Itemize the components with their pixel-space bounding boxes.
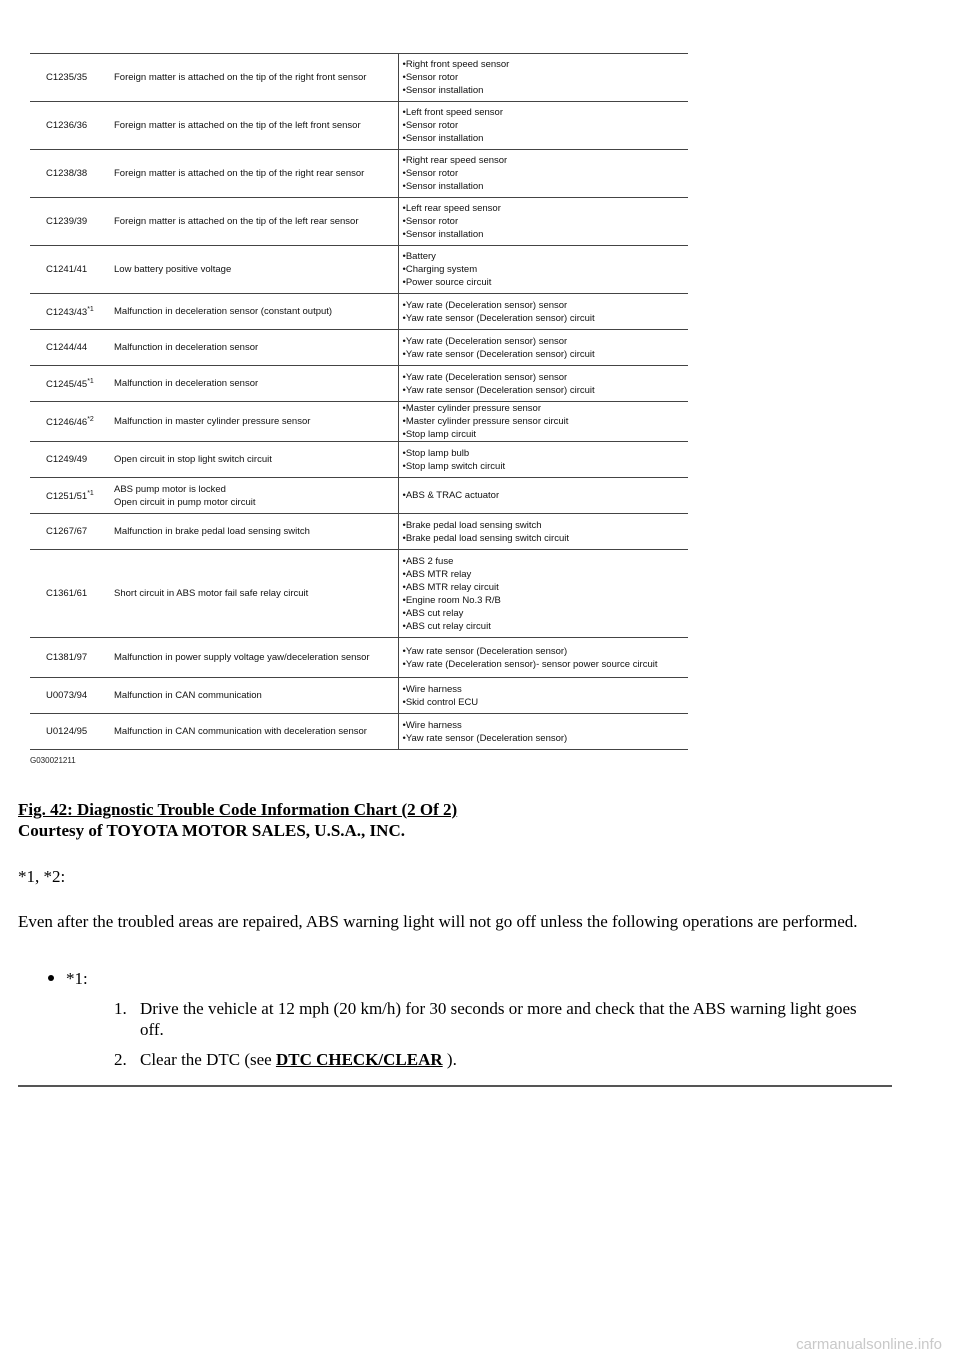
dtc-description — [108, 478, 398, 514]
trouble-area — [398, 54, 688, 102]
trouble-area — [398, 402, 688, 442]
dtc-code-footnote: *2 — [87, 416, 94, 424]
trouble-area — [398, 714, 688, 750]
dtc-description — [108, 366, 398, 402]
dtc-description-line: Open circuit in pump motor circuit — [114, 496, 256, 508]
dtc-code-text: C1235/35 — [46, 72, 88, 83]
trouble-area — [398, 198, 688, 246]
dtc-description-line: Foreign matter is attached on the tip of the right front sensor — [114, 72, 367, 83]
trouble-area — [398, 102, 688, 150]
step-text — [140, 1049, 880, 1070]
trouble-area-item: • Stop lamp bulb — [403, 447, 683, 460]
trouble-area-item: • Stop lamp switch circuit — [403, 460, 683, 473]
trouble-area-item: • ABS & TRAC actuator — [403, 489, 683, 502]
trouble-area — [398, 246, 688, 294]
dtc-description-line: Foreign matter is attached on the tip of the right rear sensor — [114, 168, 365, 179]
note-reference: *1, *2: — [18, 867, 66, 886]
step-text-prefix: Clear the DTC (see — [140, 1050, 276, 1069]
dtc-code-text: C1251/51 — [46, 491, 88, 503]
trouble-area-item: • Sensor installation — [403, 228, 683, 241]
trouble-area-item: • Left rear speed sensor — [403, 202, 683, 215]
dtc-code — [30, 678, 108, 714]
dtc-row — [30, 294, 688, 330]
dtc-description-line: Malfunction in deceleration sensor (constant output) — [114, 306, 333, 317]
dtc-information-chart — [30, 53, 688, 765]
dtc-row — [30, 678, 688, 714]
trouble-area-item: • Master cylinder pressure sensor circuit — [403, 415, 683, 428]
trouble-area-item: • Power source circuit — [403, 276, 683, 289]
trouble-area-item: • Yaw rate (Deceleration sensor)- sensor power source circuit — [403, 658, 683, 671]
trouble-area — [398, 294, 688, 330]
dtc-description — [108, 638, 398, 678]
dtc-description — [108, 294, 398, 330]
dtc-code — [30, 102, 108, 150]
step-number: 1. — [114, 999, 127, 1018]
trouble-area — [398, 442, 688, 478]
trouble-area-item: • Brake pedal load sensing switch circuit — [403, 532, 683, 545]
dtc-description-line: Malfunction in CAN communication with deceleration sensor — [114, 726, 367, 737]
trouble-area-item: • Sensor rotor — [403, 167, 683, 180]
dtc-row — [30, 402, 688, 442]
dtc-row — [30, 330, 688, 366]
dtc-code-text: C1238/38 — [46, 168, 88, 179]
trouble-area — [398, 150, 688, 198]
trouble-area-item: • Yaw rate sensor (Deceleration sensor) — [403, 732, 683, 745]
dtc-row — [30, 150, 688, 198]
dtc-row — [30, 366, 688, 402]
dtc-code — [30, 330, 108, 366]
dtc-code-footnote: *1 — [87, 490, 94, 498]
dtc-code-text: C1243/43 — [46, 307, 88, 319]
dtc-row — [30, 246, 688, 294]
dtc-description-line: Malfunction in deceleration sensor — [114, 378, 259, 389]
dtc-description — [108, 714, 398, 750]
dtc-code — [30, 198, 108, 246]
dtc-row — [30, 102, 688, 150]
trouble-area-item: • Charging system — [403, 263, 683, 276]
bullet-icon — [48, 975, 54, 981]
dtc-row — [30, 478, 688, 514]
dtc-code-footnote: *1 — [87, 378, 94, 386]
dtc-code-text: C1249/49 — [46, 454, 88, 465]
trouble-area-item: • Sensor rotor — [403, 215, 683, 228]
dtc-description — [108, 246, 398, 294]
trouble-area-item: • Sensor installation — [403, 180, 683, 193]
dtc-code — [30, 714, 108, 750]
dtc-description-line: Low battery positive voltage — [114, 264, 232, 275]
trouble-area — [398, 678, 688, 714]
dtc-description-line: Foreign matter is attached on the tip of the left rear sensor — [114, 216, 359, 227]
trouble-area-item: • Battery — [403, 250, 683, 263]
trouble-area-item: • Sensor rotor — [403, 71, 683, 84]
note-list — [0, 968, 898, 1079]
dtc-description — [108, 54, 398, 102]
trouble-area-item: • Right front speed sensor — [403, 58, 683, 71]
trouble-area-item: • Sensor installation — [403, 84, 683, 97]
watermark: carmanualsonline.info — [796, 1336, 942, 1353]
trouble-area-item: • ABS cut relay — [403, 607, 683, 620]
figure-id: G030021211 — [30, 756, 76, 765]
dtc-description-line: Malfunction in CAN communication — [114, 690, 262, 701]
dtc-code — [30, 514, 108, 550]
trouble-area-item: • ABS cut relay circuit — [403, 620, 683, 633]
step-list — [66, 998, 898, 1070]
dtc-code — [30, 294, 108, 330]
trouble-area — [398, 550, 688, 638]
dtc-description — [108, 198, 398, 246]
dtc-check-clear-link[interactable]: DTC CHECK/CLEAR — [275, 1050, 443, 1069]
dtc-table — [30, 53, 688, 750]
dtc-code-text: C1244/44 — [46, 342, 88, 353]
dtc-description-line: Malfunction in deceleration sensor — [114, 342, 259, 353]
trouble-area-item: • Master cylinder pressure sensor — [403, 402, 683, 415]
trouble-area-item: • Yaw rate sensor (Deceleration sensor) — [403, 645, 683, 658]
trouble-area — [398, 638, 688, 678]
trouble-area — [398, 330, 688, 366]
dtc-row — [30, 54, 688, 102]
dtc-code-text: C1361/61 — [46, 588, 88, 599]
dtc-code-footnote: *1 — [87, 306, 94, 314]
trouble-area-item: • Wire harness — [403, 683, 683, 696]
dtc-row — [30, 514, 688, 550]
dtc-description — [108, 102, 398, 150]
dtc-row — [30, 550, 688, 638]
dtc-code — [30, 402, 108, 442]
figure-courtesy: Courtesy of TOYOTA MOTOR SALES, U.S.A., INC. — [18, 821, 405, 840]
trouble-area-item: • Right rear speed sensor — [403, 154, 683, 167]
dtc-description-line: Open circuit in stop light switch circuit — [114, 454, 272, 465]
step-text-suffix: ). — [442, 1050, 457, 1069]
trouble-area-item: • Engine room No.3 R/B — [403, 594, 683, 607]
step-item — [114, 1049, 898, 1070]
trouble-area-item: • Wire harness — [403, 719, 683, 732]
trouble-area — [398, 366, 688, 402]
dtc-description-line: ABS pump motor is locked — [114, 483, 226, 495]
step-text: Drive the vehicle at 12 mph (20 km/h) for 30 seconds or more and check that the ABS warning light goes off. — [140, 999, 857, 1039]
dtc-code-text: C1245/45 — [46, 379, 88, 391]
trouble-area-item: • Yaw rate sensor (Deceleration sensor) circuit — [403, 312, 683, 325]
trouble-area-item: • Brake pedal load sensing switch — [403, 519, 683, 532]
dtc-description-line: Malfunction in brake pedal load sensing switch — [114, 526, 310, 537]
trouble-area-item: • Left front speed sensor — [403, 106, 683, 119]
dtc-code-text: U0124/95 — [46, 726, 88, 737]
dtc-code-text: C1241/41 — [46, 264, 88, 275]
dtc-description-line: Foreign matter is attached on the tip of the left front sensor — [114, 120, 361, 131]
dtc-row — [30, 198, 688, 246]
dtc-description-line: Malfunction in master cylinder pressure sensor — [114, 416, 311, 427]
dtc-code-text: C1246/46 — [46, 417, 88, 429]
trouble-area-item: • Yaw rate (Deceleration sensor) sensor — [403, 299, 683, 312]
step-number: 2. — [114, 1050, 127, 1069]
dtc-description-line: Malfunction in power supply voltage yaw/deceleration sensor — [114, 652, 370, 663]
dtc-description — [108, 330, 398, 366]
trouble-area-item: • ABS MTR relay — [403, 568, 683, 581]
dtc-code — [30, 638, 108, 678]
dtc-code — [30, 550, 108, 638]
trouble-area-item: • Stop lamp circuit — [403, 428, 683, 441]
section-divider — [18, 1085, 892, 1087]
trouble-area-item: • Skid control ECU — [403, 696, 683, 709]
dtc-description — [108, 402, 398, 442]
trouble-area-item: • Yaw rate (Deceleration sensor) sensor — [403, 371, 683, 384]
figure-title: Fig. 42: Diagnostic Trouble Code Information Chart (2 Of 2) — [18, 800, 458, 819]
note-item — [48, 968, 898, 1070]
trouble-area-item: • ABS MTR relay circuit — [403, 581, 683, 594]
dtc-code — [30, 246, 108, 294]
trouble-area-item: • Yaw rate sensor (Deceleration sensor) circuit — [403, 384, 683, 397]
step-item — [114, 998, 898, 1040]
dtc-row — [30, 714, 688, 750]
dtc-code — [30, 478, 108, 514]
note-body: Even after the troubled areas are repaired, ABS warning light will not go off unless the following operations are performed. — [18, 912, 858, 931]
dtc-description — [108, 150, 398, 198]
dtc-row — [30, 638, 688, 678]
trouble-area-item: • Sensor rotor — [403, 119, 683, 132]
note-item-label: *1: — [66, 969, 88, 988]
dtc-code-text: C1381/97 — [46, 652, 88, 663]
dtc-code-text: U0073/94 — [46, 690, 88, 701]
trouble-area — [398, 514, 688, 550]
dtc-code-text: C1236/36 — [46, 120, 88, 131]
dtc-code — [30, 442, 108, 478]
dtc-description — [108, 550, 398, 638]
dtc-code — [30, 54, 108, 102]
dtc-description — [108, 514, 398, 550]
dtc-code-text: C1239/39 — [46, 216, 88, 227]
dtc-description-line: Short circuit in ABS motor fail safe relay circuit — [114, 588, 309, 599]
dtc-description — [108, 678, 398, 714]
trouble-area — [398, 478, 688, 514]
trouble-area-item: • Yaw rate sensor (Deceleration sensor) circuit — [403, 348, 683, 361]
dtc-description — [108, 442, 398, 478]
trouble-area-item: • Yaw rate (Deceleration sensor) sensor — [403, 335, 683, 348]
dtc-row — [30, 442, 688, 478]
dtc-code — [30, 150, 108, 198]
trouble-area-item: • ABS 2 fuse — [403, 555, 683, 568]
dtc-code — [30, 366, 108, 402]
dtc-code-text: C1267/67 — [46, 526, 88, 537]
trouble-area-item: • Sensor installation — [403, 132, 683, 145]
